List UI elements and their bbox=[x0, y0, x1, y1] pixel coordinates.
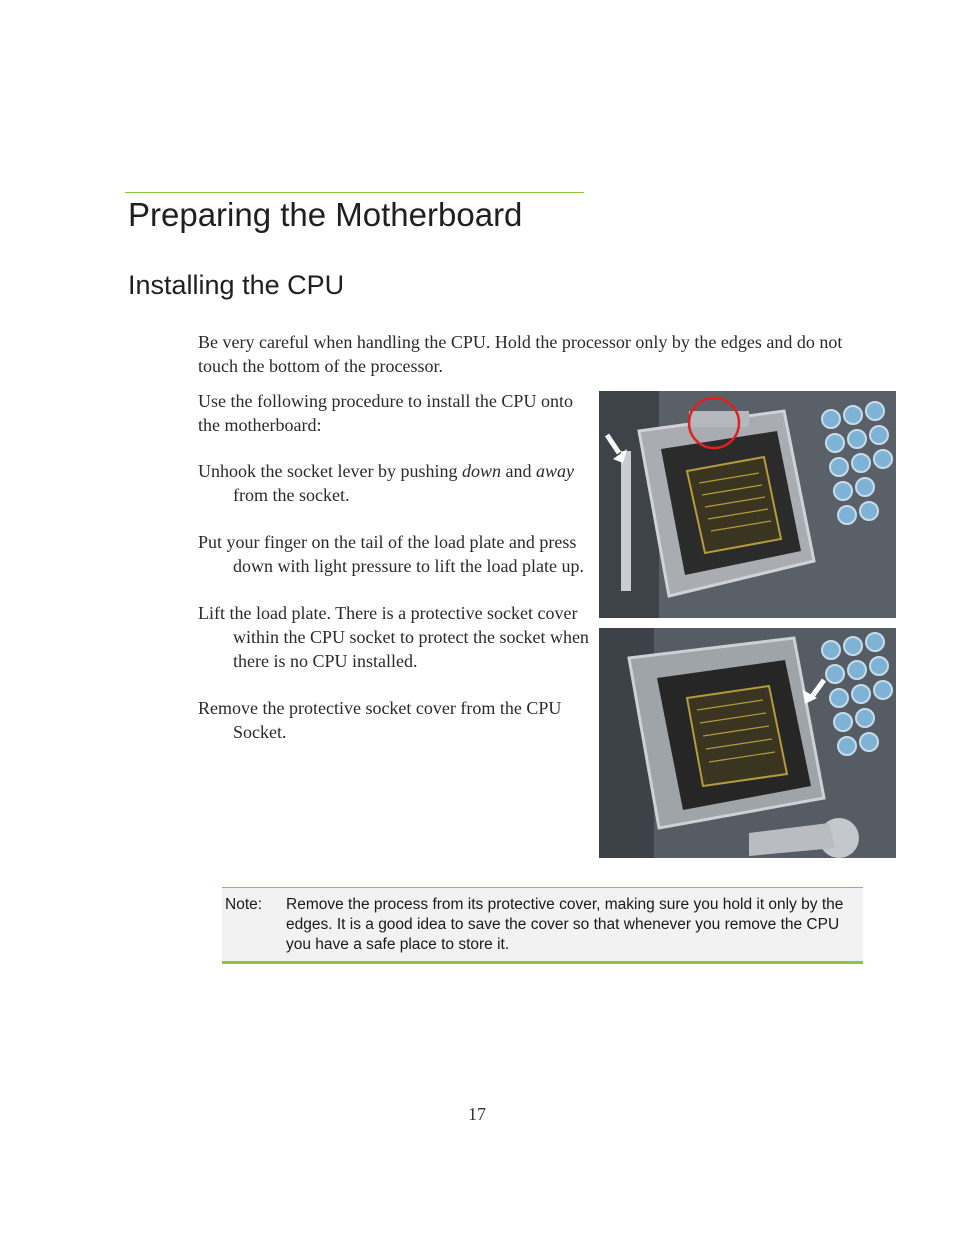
cpu-socket-load-plate-photo bbox=[599, 628, 896, 858]
step-1-emphasis-away: away bbox=[535, 461, 574, 481]
note-text: Remove the process from its protective cover, making sure you hold it only by the edges. It is a good idea to save the cover so that whenever you remove the CPU you have a safe place to store it. bbox=[286, 896, 844, 953]
section-title: Preparing the Motherboard bbox=[128, 196, 523, 233]
note-label: Note: bbox=[225, 896, 263, 913]
photo-2-graphic bbox=[599, 628, 896, 858]
photo-1-graphic bbox=[599, 391, 896, 618]
intro-paragraph: Be very careful when handling the CPU. Hold the processor only by the edges and do not touch the bottom of the processor. bbox=[198, 332, 843, 376]
note-box bbox=[222, 887, 863, 964]
page-number: 17 bbox=[468, 1104, 486, 1124]
procedure-step-4: Remove the protective socket cover from the CPU Socket. bbox=[198, 698, 562, 742]
procedure-column bbox=[198, 389, 593, 767]
step-1-text-c: from the socket. bbox=[233, 485, 350, 505]
step-1-text-a: Unhook the socket lever by pushing bbox=[198, 461, 462, 481]
procedure-step-2: Put your finger on the tail of the load plate and press down with light pressure to lift the load plate up. bbox=[198, 532, 584, 576]
step-1-emphasis-down: down bbox=[461, 461, 501, 481]
subsection-title: Installing the CPU bbox=[128, 270, 345, 300]
procedure-step-3: Lift the load plate. There is a protective socket cover within the CPU socket to protect the socket when there is no CPU installed. bbox=[198, 603, 589, 671]
section-rule bbox=[125, 192, 584, 193]
procedure-lead: Use the following procedure to install the CPU onto the motherboard: bbox=[198, 391, 573, 435]
step-1-text-b: and bbox=[500, 461, 536, 481]
cpu-socket-lever-photo bbox=[599, 391, 896, 618]
procedure-step-1 bbox=[198, 459, 593, 507]
